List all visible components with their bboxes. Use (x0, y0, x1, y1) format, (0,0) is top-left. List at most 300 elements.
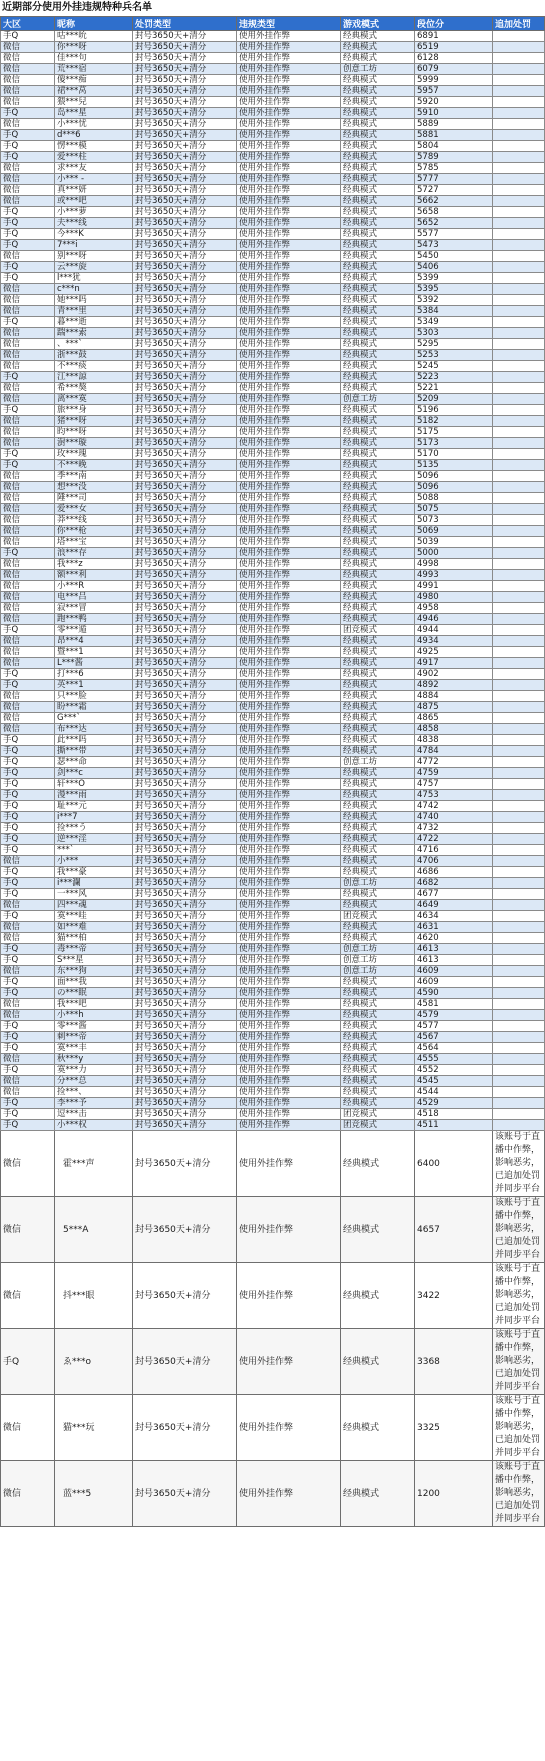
violation-type-cell: 使用外挂作弊 (237, 1120, 341, 1131)
nickname-cell: 别***呀 (55, 251, 133, 262)
violation-type-cell: 使用外挂作弊 (237, 350, 341, 361)
game-mode-cell: 团竞模式 (341, 1109, 415, 1120)
nickname-cell: 小***萝 (55, 207, 133, 218)
table-row (1, 174, 545, 185)
game-mode-cell: 经典模式 (341, 548, 415, 559)
nickname-cell: 昂***4 (55, 636, 133, 647)
region-cell: 微信 (1, 350, 55, 361)
nickname-cell: 霍***声 (55, 1131, 133, 1197)
rank-score-cell: 5804 (415, 141, 493, 152)
game-mode-cell: 经典模式 (341, 427, 415, 438)
violation-type-cell: 使用外挂作弊 (237, 1131, 341, 1197)
rank-score-cell: 4577 (415, 1021, 493, 1032)
game-mode-cell: 经典模式 (341, 614, 415, 625)
region-cell: 微信 (1, 75, 55, 86)
game-mode-cell: 经典模式 (341, 284, 415, 295)
table-row (1, 207, 545, 218)
rank-score-cell: 5785 (415, 163, 493, 174)
penalty-type-cell: 封号3650天+清分 (133, 856, 237, 867)
table-row (1, 988, 545, 999)
rank-score-cell: 5245 (415, 361, 493, 372)
game-mode-cell: 创意工坊 (341, 955, 415, 966)
nickname-cell: 一***风 (55, 889, 133, 900)
nickname-cell: 莽***线 (55, 515, 133, 526)
region-cell: 手Q (1, 548, 55, 559)
violation-type-cell: 使用外挂作弊 (237, 856, 341, 867)
region-cell: 微信 (1, 999, 55, 1010)
table-row (1, 933, 545, 944)
extra-penalty-cell (493, 394, 545, 405)
nickname-cell: 我***z (55, 559, 133, 570)
table-row (1, 1043, 545, 1054)
region-cell: 微信 (1, 713, 55, 724)
violation-type-cell: 使用外挂作弊 (237, 295, 341, 306)
table-row (1, 559, 545, 570)
nickname-cell: 浪***存 (55, 548, 133, 559)
region-cell: 微信 (1, 1263, 55, 1329)
region-cell: 微信 (1, 1461, 55, 1527)
violation-type-cell: 使用外挂作弊 (237, 240, 341, 251)
rank-score-cell: 4631 (415, 922, 493, 933)
penalty-type-cell: 封号3650天+清分 (133, 196, 237, 207)
violation-type-cell: 使用外挂作弊 (237, 1098, 341, 1109)
extra-penalty-cell (493, 64, 545, 75)
game-mode-cell: 创意工坊 (341, 757, 415, 768)
region-cell: 微信 (1, 614, 55, 625)
region-cell: 手Q (1, 944, 55, 955)
region-cell: 手Q (1, 460, 55, 471)
region-cell: 微信 (1, 636, 55, 647)
rank-score-cell: 5223 (415, 372, 493, 383)
game-mode-cell: 经典模式 (341, 889, 415, 900)
violation-type-cell: 使用外挂作弊 (237, 449, 341, 460)
rank-score-cell: 4753 (415, 790, 493, 801)
extra-penalty-cell (493, 966, 545, 977)
rank-score-cell: 5096 (415, 471, 493, 482)
extra-penalty-cell (493, 295, 545, 306)
game-mode-cell: 创意工坊 (341, 64, 415, 75)
rank-score-cell: 4590 (415, 988, 493, 999)
extra-penalty-cell (493, 922, 545, 933)
nickname-cell: 电***吕 (55, 592, 133, 603)
table-row (1, 955, 545, 966)
game-mode-cell: 经典模式 (341, 801, 415, 812)
game-mode-cell: 经典模式 (341, 1395, 415, 1461)
violation-type-cell: 使用外挂作弊 (237, 317, 341, 328)
rank-score-cell: 5662 (415, 196, 493, 207)
game-mode-cell: 经典模式 (341, 691, 415, 702)
extra-penalty-cell (493, 911, 545, 922)
extra-penalty-cell (493, 218, 545, 229)
violation-type-cell: 使用外挂作弊 (237, 570, 341, 581)
game-mode-cell: 经典模式 (341, 196, 415, 207)
table-row-extra-penalty (1, 1197, 545, 1263)
region-cell: 微信 (1, 86, 55, 97)
violation-type-cell: 使用外挂作弊 (237, 988, 341, 999)
extra-penalty-cell (493, 1043, 545, 1054)
extra-penalty-cell (493, 152, 545, 163)
rank-score-cell: 4529 (415, 1098, 493, 1109)
nickname-cell: 零***酱 (55, 1021, 133, 1032)
game-mode-cell: 经典模式 (341, 504, 415, 515)
penalty-type-cell: 封号3650天+清分 (133, 295, 237, 306)
table-row (1, 922, 545, 933)
nickname-cell: 捡***、 (55, 1087, 133, 1098)
nickname-cell: 江***諒 (55, 372, 133, 383)
region-cell: 手Q (1, 812, 55, 823)
nickname-cell: 陲***司 (55, 493, 133, 504)
violation-type-cell: 使用外挂作弊 (237, 42, 341, 53)
game-mode-cell: 经典模式 (341, 977, 415, 988)
violation-type-cell: 使用外挂作弊 (237, 702, 341, 713)
penalty-type-cell: 封号3650天+清分 (133, 735, 237, 746)
region-cell: 微信 (1, 163, 55, 174)
table-row-extra-penalty (1, 1329, 545, 1395)
nickname-cell: 英***1 (55, 680, 133, 691)
rank-score-cell: 4784 (415, 746, 493, 757)
table-row (1, 185, 545, 196)
penalty-type-cell: 封号3650天+清分 (133, 713, 237, 724)
penalty-type-cell: 封号3650天+清分 (133, 1010, 237, 1021)
table-row (1, 977, 545, 988)
penalty-type-cell: 封号3650天+清分 (133, 383, 237, 394)
extra-penalty-cell (493, 493, 545, 504)
violation-type-cell: 使用外挂作弊 (237, 1032, 341, 1043)
violation-type-cell: 使用外挂作弊 (237, 845, 341, 856)
nickname-cell: 漫***雨 (55, 790, 133, 801)
penalty-type-cell: 封号3650天+清分 (133, 108, 237, 119)
rank-score-cell: 5406 (415, 262, 493, 273)
violation-type-cell: 使用外挂作弊 (237, 53, 341, 64)
rank-score-cell: 3422 (415, 1263, 493, 1329)
rank-score-cell: 6891 (415, 31, 493, 42)
extra-penalty-cell (493, 790, 545, 801)
region-cell: 手Q (1, 735, 55, 746)
region-cell: 微信 (1, 537, 55, 548)
nickname-cell: 7***i (55, 240, 133, 251)
penalty-type-cell: 封号3650天+清分 (133, 988, 237, 999)
rank-score-cell: 4991 (415, 581, 493, 592)
rank-score-cell: 5473 (415, 240, 493, 251)
region-cell: 微信 (1, 339, 55, 350)
violation-type-cell: 使用外挂作弊 (237, 119, 341, 130)
rank-score-cell: 4865 (415, 713, 493, 724)
region-cell: 微信 (1, 174, 55, 185)
violation-type-cell: 使用外挂作弊 (237, 537, 341, 548)
penalty-type-cell: 封号3650天+清分 (133, 977, 237, 988)
table-row (1, 449, 545, 460)
violation-type-cell: 使用外挂作弊 (237, 361, 341, 372)
penalty-type-cell: 封号3650天+清分 (133, 922, 237, 933)
penalty-type-cell: 封号3650天+清分 (133, 823, 237, 834)
penalty-type-cell: 封号3650天+清分 (133, 350, 237, 361)
game-mode-cell: 经典模式 (341, 42, 415, 53)
region-cell: 手Q (1, 141, 55, 152)
game-mode-cell: 经典模式 (341, 768, 415, 779)
game-mode-cell: 经典模式 (341, 317, 415, 328)
region-cell: 微信 (1, 515, 55, 526)
game-mode-cell: 经典模式 (341, 449, 415, 460)
violation-type-cell: 使用外挂作弊 (237, 944, 341, 955)
penalty-type-cell: 封号3650天+清分 (133, 1087, 237, 1098)
penalty-type-cell: 封号3650天+清分 (133, 1109, 237, 1120)
violation-type-cell: 使用外挂作弊 (237, 1087, 341, 1098)
table-row (1, 383, 545, 394)
rank-score-cell: 5135 (415, 460, 493, 471)
penalty-type-cell: 封号3650天+清分 (133, 647, 237, 658)
region-cell: 微信 (1, 64, 55, 75)
game-mode-cell: 经典模式 (341, 515, 415, 526)
nickname-cell: 岛***星 (55, 108, 133, 119)
penalty-type-cell: 封号3650天+清分 (133, 1329, 237, 1395)
penalty-type-cell: 封号3650天+清分 (133, 262, 237, 273)
rank-score-cell: 5349 (415, 317, 493, 328)
rank-score-cell: 3325 (415, 1395, 493, 1461)
penalty-type-cell: 封号3650天+清分 (133, 801, 237, 812)
region-cell: 手Q (1, 1032, 55, 1043)
rank-score-cell: 5295 (415, 339, 493, 350)
penalty-type-cell: 封号3650天+清分 (133, 1043, 237, 1054)
extra-penalty-cell (493, 504, 545, 515)
penalty-type-cell: 封号3650天+清分 (133, 339, 237, 350)
penalty-type-cell: 封号3650天+清分 (133, 900, 237, 911)
table-row (1, 218, 545, 229)
table-row (1, 262, 545, 273)
violation-type-cell: 使用外挂作弊 (237, 75, 341, 86)
rank-score-cell: 5039 (415, 537, 493, 548)
penalty-type-cell: 封号3650天+清分 (133, 790, 237, 801)
nickname-cell: 求***友 (55, 163, 133, 174)
extra-penalty-cell (493, 405, 545, 416)
extra-penalty-cell (493, 1065, 545, 1076)
nickname-cell: 小*** (55, 856, 133, 867)
region-cell: 手Q (1, 31, 55, 42)
nickname-cell: 抖***眼 (55, 1263, 133, 1329)
rank-score-cell: 4875 (415, 702, 493, 713)
game-mode-cell: 团竞模式 (341, 911, 415, 922)
penalty-type-cell: 封号3650天+清分 (133, 218, 237, 229)
table-row (1, 141, 545, 152)
penalty-type-cell: 封号3650天+清分 (133, 1098, 237, 1109)
table-row (1, 405, 545, 416)
penalty-type-cell: 封号3650天+清分 (133, 141, 237, 152)
penalty-type-cell: 封号3650天+清分 (133, 460, 237, 471)
rank-score-cell: 4946 (415, 614, 493, 625)
rank-score-cell: 5175 (415, 427, 493, 438)
extra-penalty-cell (493, 262, 545, 273)
rank-score-cell: 3368 (415, 1329, 493, 1395)
region-cell: 手Q (1, 317, 55, 328)
table-row (1, 416, 545, 427)
game-mode-cell: 经典模式 (341, 636, 415, 647)
game-mode-cell: 经典模式 (341, 669, 415, 680)
nickname-cell: 盼***霜 (55, 702, 133, 713)
penalty-type-cell: 封号3650天+清分 (133, 119, 237, 130)
nickname-cell: 刺***帝 (55, 1032, 133, 1043)
extra-penalty-cell (493, 317, 545, 328)
game-mode-cell: 经典模式 (341, 823, 415, 834)
extra-penalty-cell (493, 515, 545, 526)
extra-penalty-cell (493, 185, 545, 196)
rank-score-cell: 5392 (415, 295, 493, 306)
penalty-type-cell: 封号3650天+清分 (133, 933, 237, 944)
penalty-type-cell: 封号3650天+清分 (133, 548, 237, 559)
penalty-type-cell: 封号3650天+清分 (133, 174, 237, 185)
violation-type-cell: 使用外挂作弊 (237, 471, 341, 482)
nickname-cell: 荒***宿 (55, 64, 133, 75)
extra-penalty-cell (493, 31, 545, 42)
violation-type-cell: 使用外挂作弊 (237, 482, 341, 493)
penalty-type-cell: 封号3650天+清分 (133, 515, 237, 526)
violation-type-cell: 使用外挂作弊 (237, 603, 341, 614)
violation-type-cell: 使用外挂作弊 (237, 108, 341, 119)
game-mode-cell: 经典模式 (341, 416, 415, 427)
extra-penalty-cell (493, 537, 545, 548)
header-game-mode: 游戏模式 (341, 17, 415, 31)
header-region: 大区 (1, 17, 55, 31)
region-cell: 微信 (1, 922, 55, 933)
violation-type-cell: 使用外挂作弊 (237, 1263, 341, 1329)
extra-penalty-cell (493, 834, 545, 845)
region-cell: 手Q (1, 955, 55, 966)
violation-type-cell: 使用外挂作弊 (237, 713, 341, 724)
table-row (1, 680, 545, 691)
table-row (1, 570, 545, 581)
region-cell: 微信 (1, 658, 55, 669)
penalty-type-cell: 封号3650天+清分 (133, 438, 237, 449)
region-cell: 微信 (1, 1087, 55, 1098)
table-row (1, 53, 545, 64)
table-row (1, 460, 545, 471)
nickname-cell: 剑***c (55, 768, 133, 779)
nickname-cell: 云***旋 (55, 262, 133, 273)
region-cell: 微信 (1, 416, 55, 427)
violation-type-cell: 使用外挂作弊 (237, 680, 341, 691)
table-row (1, 504, 545, 515)
nickname-cell: G***` (55, 713, 133, 724)
violation-type-cell: 使用外挂作弊 (237, 86, 341, 97)
game-mode-cell: 经典模式 (341, 339, 415, 350)
header-violation-type: 违规类型 (237, 17, 341, 31)
table-row (1, 669, 545, 680)
violation-type-cell: 使用外挂作弊 (237, 1109, 341, 1120)
table-row (1, 1021, 545, 1032)
table-row (1, 97, 545, 108)
region-cell: 微信 (1, 251, 55, 262)
region-cell: 微信 (1, 724, 55, 735)
rank-score-cell: 4925 (415, 647, 493, 658)
table-row (1, 196, 545, 207)
region-cell: 微信 (1, 438, 55, 449)
region-cell: 手Q (1, 669, 55, 680)
table-row (1, 647, 545, 658)
extra-penalty-cell (493, 482, 545, 493)
region-cell: 微信 (1, 1131, 55, 1197)
extra-penalty-cell (493, 900, 545, 911)
nickname-cell: 小***R (55, 581, 133, 592)
game-mode-cell: 经典模式 (341, 922, 415, 933)
game-mode-cell: 经典模式 (341, 779, 415, 790)
game-mode-cell: 团竞模式 (341, 625, 415, 636)
table-row (1, 240, 545, 251)
header-extra-penalty: 追加处罚 (493, 17, 545, 31)
region-cell: 手Q (1, 1329, 55, 1395)
region-cell: 微信 (1, 559, 55, 570)
table-row (1, 361, 545, 372)
nickname-cell: 小***忧 (55, 119, 133, 130)
extra-penalty-cell (493, 53, 545, 64)
violation-type-cell: 使用外挂作弊 (237, 306, 341, 317)
rank-score-cell: 5727 (415, 185, 493, 196)
table-row (1, 394, 545, 405)
region-cell: 手Q (1, 218, 55, 229)
region-cell: 微信 (1, 427, 55, 438)
table-row (1, 790, 545, 801)
violation-type-cell: 使用外挂作弊 (237, 262, 341, 273)
penalty-type-cell: 封号3650天+清分 (133, 834, 237, 845)
table-row (1, 1032, 545, 1043)
violation-type-cell: 使用外挂作弊 (237, 933, 341, 944)
extra-penalty-cell (493, 757, 545, 768)
rank-score-cell: 4564 (415, 1043, 493, 1054)
extra-penalty-cell (493, 207, 545, 218)
game-mode-cell: 经典模式 (341, 1043, 415, 1054)
table-row (1, 999, 545, 1010)
region-cell: 微信 (1, 306, 55, 317)
nickname-cell: 东***狗 (55, 966, 133, 977)
extra-penalty-cell (493, 174, 545, 185)
rank-score-cell: 4555 (415, 1054, 493, 1065)
nickname-cell: 猫***柏 (55, 933, 133, 944)
table-row-extra-penalty (1, 1263, 545, 1329)
extra-penalty-cell (493, 570, 545, 581)
rank-score-cell: 4980 (415, 592, 493, 603)
nickname-cell: 塔***宝 (55, 537, 133, 548)
game-mode-cell: 经典模式 (341, 119, 415, 130)
header-rank-score: 段位分 (415, 17, 493, 31)
extra-penalty-cell (493, 416, 545, 427)
region-cell: 微信 (1, 570, 55, 581)
table-row (1, 328, 545, 339)
extra-penalty-cell: 该账号于直播中作弊，影响恶劣，已追加处罚并同步平台 (493, 1197, 545, 1263)
region-cell: 手Q (1, 790, 55, 801)
game-mode-cell: 经典模式 (341, 328, 415, 339)
extra-penalty-cell (493, 691, 545, 702)
rank-score-cell: 4682 (415, 878, 493, 889)
extra-penalty-cell (493, 1087, 545, 1098)
game-mode-cell: 经典模式 (341, 130, 415, 141)
nickname-cell: 旅***身 (55, 405, 133, 416)
rank-score-cell: 4613 (415, 944, 493, 955)
violation-type-cell: 使用外挂作弊 (237, 152, 341, 163)
game-mode-cell: 经典模式 (341, 713, 415, 724)
extra-penalty-cell (493, 713, 545, 724)
nickname-cell: ***` (55, 845, 133, 856)
table-row (1, 306, 545, 317)
rank-score-cell: 5209 (415, 394, 493, 405)
violation-type-cell: 使用外挂作弊 (237, 372, 341, 383)
extra-penalty-cell (493, 581, 545, 592)
region-cell: 手Q (1, 889, 55, 900)
penalty-type-cell: 封号3650天+清分 (133, 1263, 237, 1329)
violation-type-cell: 使用外挂作弊 (237, 955, 341, 966)
rank-score-cell: 4634 (415, 911, 493, 922)
violation-type-cell: 使用外挂作弊 (237, 438, 341, 449)
rank-score-cell: 4892 (415, 680, 493, 691)
penalty-type-cell: 封号3650天+清分 (133, 537, 237, 548)
extra-penalty-cell (493, 427, 545, 438)
game-mode-cell: 经典模式 (341, 746, 415, 757)
